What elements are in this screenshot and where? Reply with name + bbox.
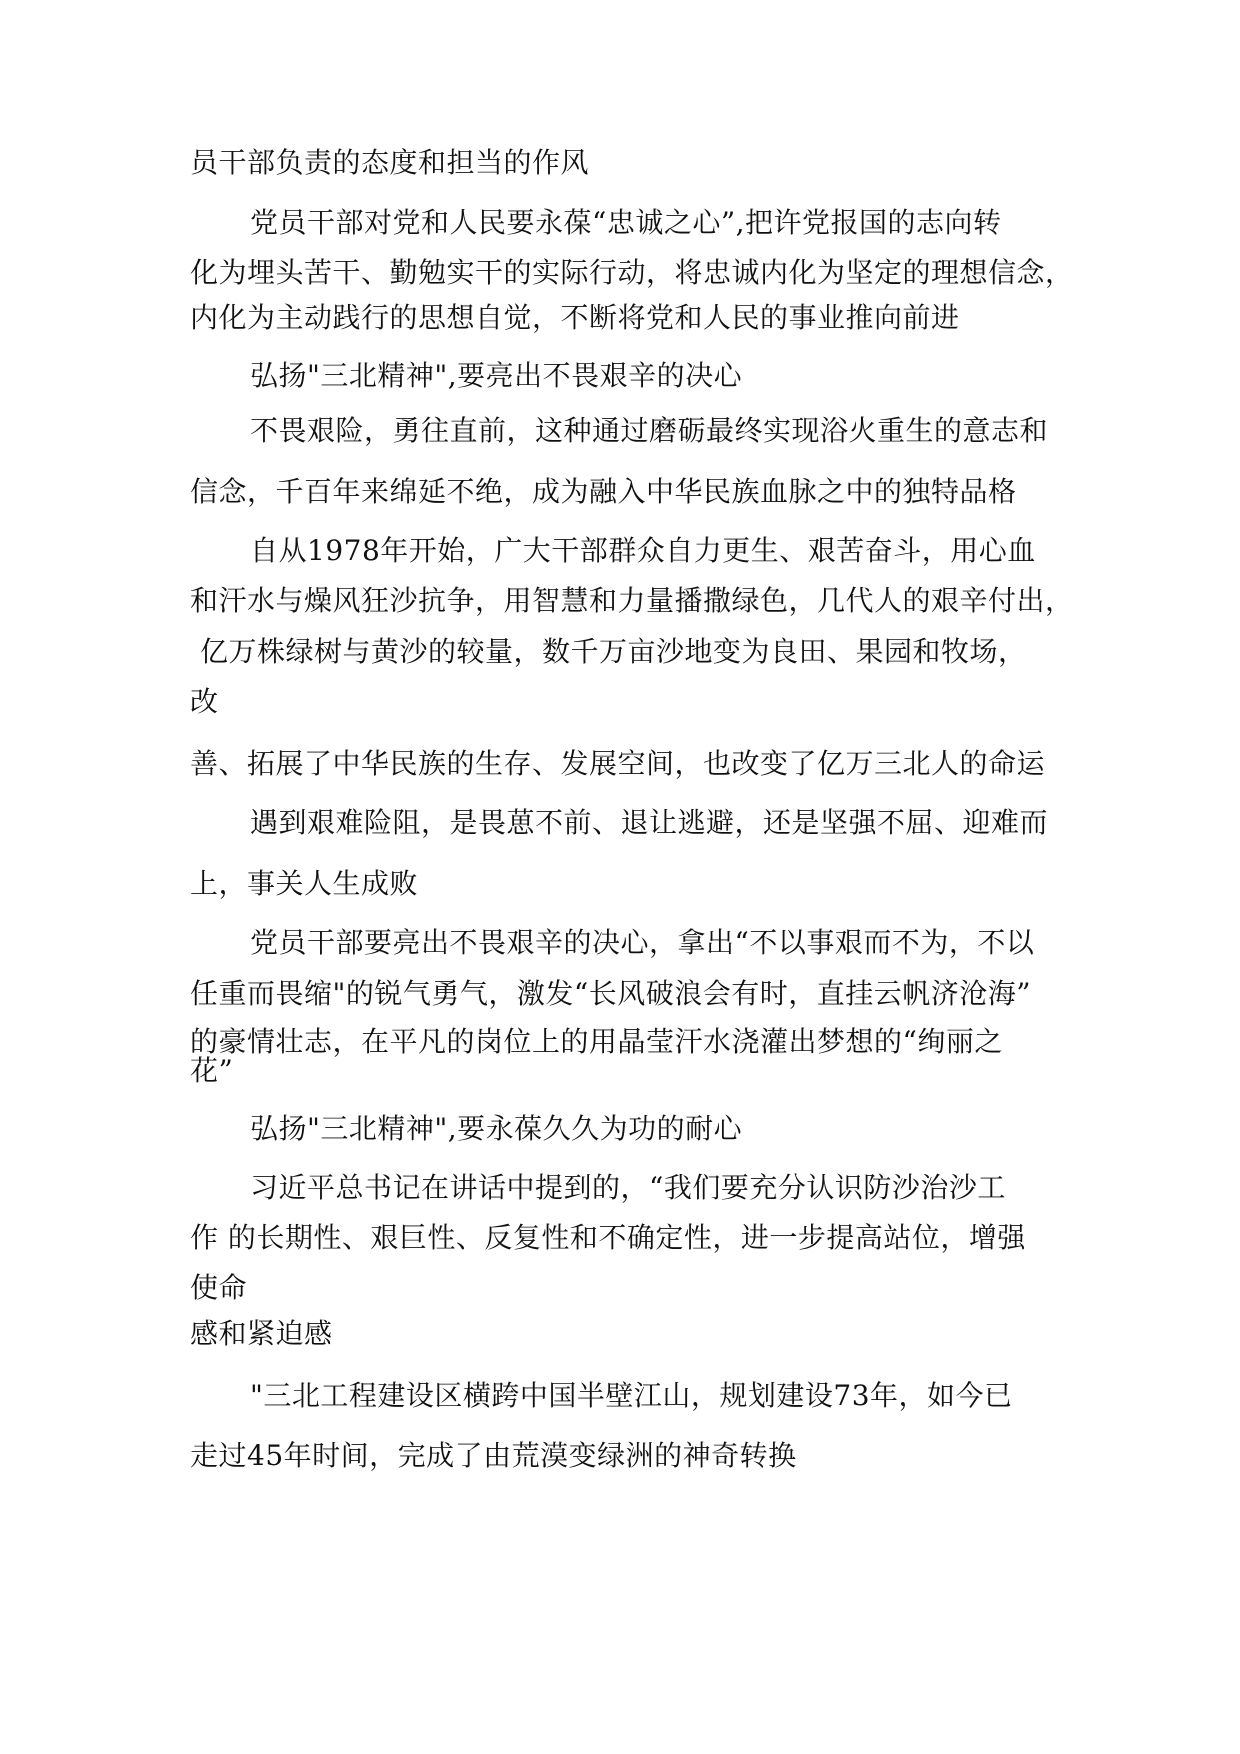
paragraph-line: 的豪情壮志，在平凡的岗位上的用晶莹汗水浇灌出梦想的“绚丽之 [190, 1025, 1003, 1058]
paragraph-line: 善、拓展了中华民族的生存、发展空间，也改变了亿万三北人的命运 [190, 747, 1046, 780]
paragraph-line: 遇到艰难险阻，是畏葸不前、退让逃避，还是坚强不屈、迎难而 [250, 806, 1049, 839]
paragraph-line: 感和紧迫感 [190, 1317, 333, 1350]
paragraph-line: 花” [190, 1054, 234, 1087]
paragraph-line: 和汗水与燥风狂沙抗争，用智慧和力量播撒绿色，几代人的艰辛付出， [190, 584, 1074, 617]
paragraph-line: 作 的长期性、艰巨性、反复性和不确定性，进一步提高站位，增强 [190, 1221, 1026, 1254]
paragraph-line: 习近平总书记在讲话中提到的，“我们要充分认识防沙治沙工 [250, 1171, 1006, 1204]
paragraph-line: "三北工程建设区横跨中国半壁江山，规划建设73年，如今已 [250, 1379, 1013, 1412]
paragraph-line: 党员干部要亮出不畏艰辛的决心，拿出“不以事艰而不为，不以 [250, 926, 1035, 959]
section-heading: 弘扬"三北精神",要亮出不畏艰辛的决心 [250, 359, 743, 392]
text-line: 员干部负责的态度和担当的作风 [190, 146, 590, 179]
paragraph-line: 上，事关人生成败 [190, 867, 419, 900]
paragraph-line: 化为埋头苦干、勤勉实干的实际行动，将忠诚内化为坚定的理想信念， [190, 256, 1074, 289]
paragraph-line: 内化为主动践行的思想自觉，不断将党和人民的事业推向前进 [190, 301, 960, 334]
paragraph-line: 改 [190, 685, 219, 718]
paragraph-line: 党员干部对党和人民要永葆“忠诚之心”,把许党报国的志向转 [250, 206, 1002, 239]
paragraph-line: 使命 [190, 1271, 248, 1304]
paragraph-line: 不畏艰险，勇往直前，这种通过磨砺最终实现浴火重生的意志和 [250, 414, 1049, 447]
paragraph-line: 走过45年时间，完成了由荒漠变绿洲的神奇转换 [190, 1439, 797, 1472]
paragraph-line: 信念，千百年来绵延不绝，成为融入中华民族血脉之中的独特品格 [190, 475, 1017, 508]
paragraph-line: 自从1978年开始，广大干部群众自力更生、艰苦奋斗，用心血 [250, 534, 1036, 567]
paragraph-line: 任重而畏缩"的锐气勇气，激发“长风破浪会有时，直挂云帆济沧海” [190, 977, 1032, 1010]
paragraph-line: 亿万株绿树与黄沙的较量，数千万亩沙地变为良田、果园和牧场， [200, 635, 1027, 668]
section-heading: 弘扬"三北精神",要永葆久久为功的耐心 [250, 1112, 743, 1145]
